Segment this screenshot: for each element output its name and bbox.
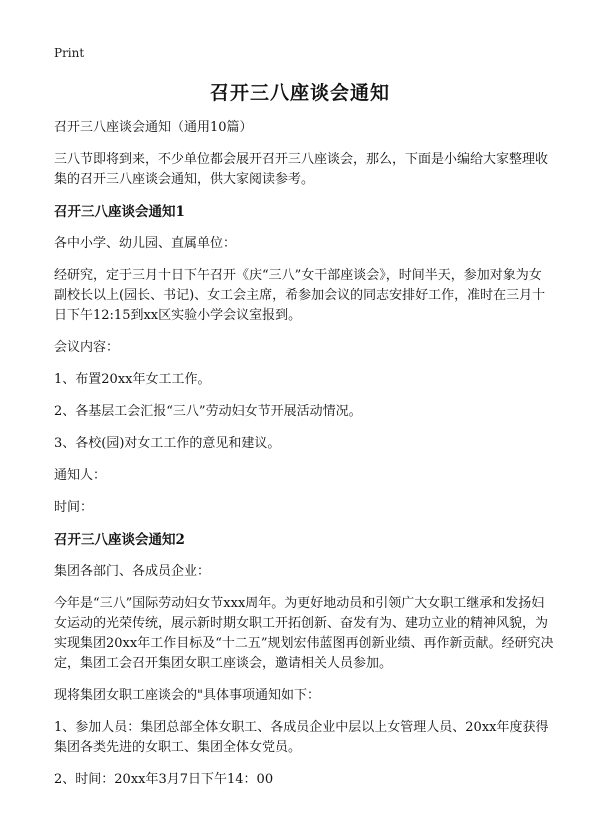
notice1-content-label: 会议内容： bbox=[54, 340, 120, 355]
document-body bbox=[54, 118, 554, 802]
notice2-item-2: 2、时间：20xx年3月7日下午14：00 bbox=[54, 772, 274, 787]
notice2-details-label: 现将集团女职工座谈会的"具体事项通知如下： bbox=[54, 688, 320, 703]
page-title: 召开三八座谈会通知 bbox=[209, 82, 390, 104]
notice1-item-2: 2、各基层工会汇报“三八”劳动妇女节开展活动情况。 bbox=[54, 404, 362, 419]
notice1-body: 经研究，定于三月十日下午召开《庆“三八”女干部座谈会》，时间半天，参加对象为女副校长以上(园长、书记)、女工会主席，希参加会议的同志安排好工作，准时在三月十日下午12:15到xx区实验小学会议室报到。 bbox=[54, 268, 546, 323]
notice2-addressee: 集团各部门、各成员企业： bbox=[54, 564, 211, 579]
notice1-heading: 召开三八座谈会通知1 bbox=[54, 204, 185, 220]
notice1-addressee: 各中小学、幼儿园、直属单位： bbox=[54, 236, 237, 251]
print-label[interactable]: Print bbox=[54, 46, 85, 60]
notice1-item-3: 3、各校(园)对女工工作的意见和建议。 bbox=[54, 436, 281, 451]
notice1-notifier: 通知人： bbox=[54, 468, 107, 483]
intro-subtitle: 召开三八座谈会通知（通用10篇） bbox=[54, 120, 253, 135]
notice2-heading: 召开三八座谈会通知2 bbox=[54, 532, 185, 548]
notice2-item-1: 1、参加人员：集团总部全体女职工、各成员企业中层以上女管理人员、20xx年度获得集团各类先进的女职工、集团全体女党员。 bbox=[54, 720, 549, 755]
notice2-body: 今年是“三八”国际劳动妇女节xxx周年。为更好地动员和引领广大女职工继承和发扬妇女运动的光荣传统，展示新时期女职工开拓创新、奋发有为、建功立业的精神风貌，为实现集团20xx年工作目标及“十二五”规划宏伟蓝图再创新业绩、再作新贡献。经研究决定，集团工会召开集团女职工座谈会，邀请相关人员参加。 bbox=[54, 596, 554, 671]
intro-paragraph: 三八节即将到来，不少单位都会展开召开三八座谈会，那么，下面是小编给大家整理收集的召开三八座谈会通知，供大家阅读参考。 bbox=[54, 152, 549, 187]
notice1-time: 时间： bbox=[54, 500, 94, 515]
notice1-item-1: 1、布置20xx年女工工作。 bbox=[54, 372, 211, 387]
